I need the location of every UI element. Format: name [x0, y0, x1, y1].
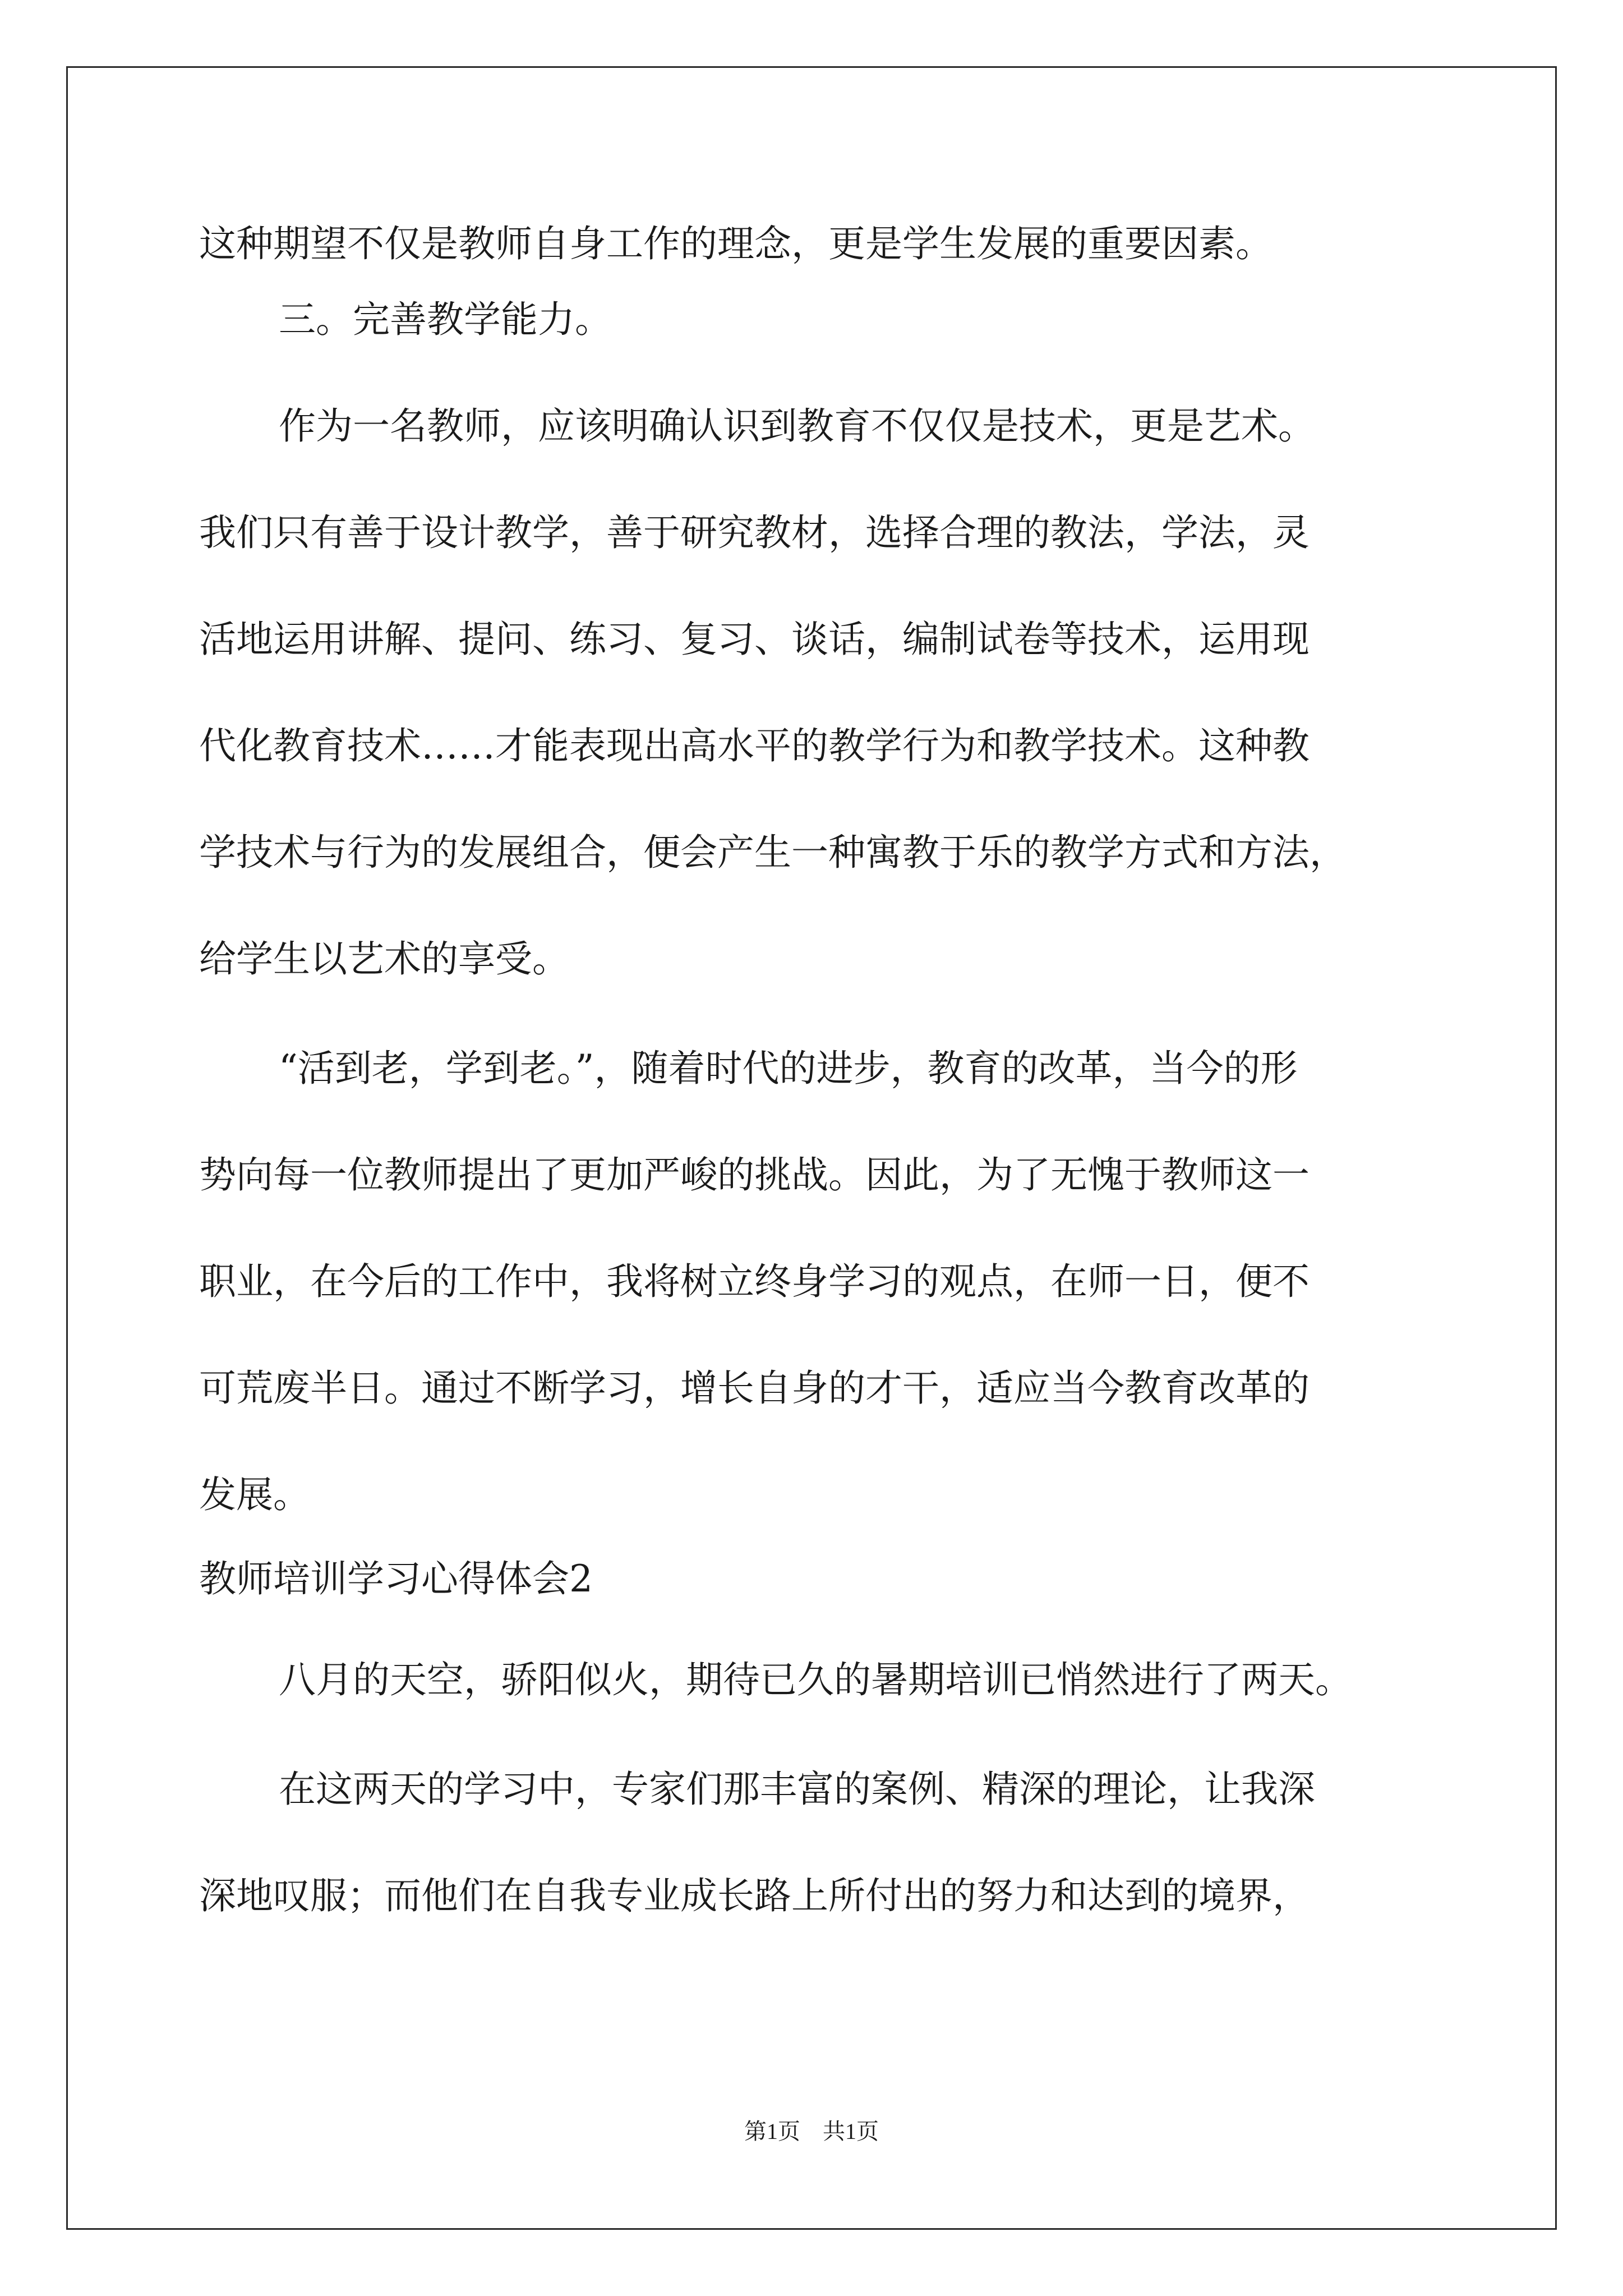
text-line: 深地叹服；而他们在自我专业成长路上所付出的努力和达到的境界，: [199, 1874, 1310, 1917]
text-line: 八月的天空，骄阳似火，期待已久的暑期培训已悄然进行了两天。: [279, 1658, 1352, 1701]
section-heading: 三。完善教学能力。: [279, 298, 612, 341]
text-line: “活到老，学到老。”，随着时代的进步，教育的改革，当今的形: [279, 1047, 1298, 1090]
text-line: 职业，在今后的工作中，我将树立终身学习的观点，在师一日，便不: [199, 1260, 1310, 1303]
text-line: 给学生以艺术的享受。: [199, 937, 569, 981]
text-line: 学技术与行为的发展组合，便会产生一种寓教于乐的教学方式和方法，: [199, 831, 1347, 874]
text-line: 势向每一位教师提出了更加严峻的挑战。因此，为了无愧于教师这一: [199, 1153, 1310, 1197]
article-title: 教师培训学习心得体会2: [199, 1557, 593, 1600]
text-line: 代化教育技术……才能表现出高水平的教学行为和教学技术。这种教: [199, 724, 1310, 767]
text-line: 发展。: [199, 1473, 310, 1516]
text-line: 我们只有善于设计教学，善于研究教材，选择合理的教法，学法，灵: [199, 511, 1310, 554]
page-footer: 第1页 共1页: [744, 2119, 879, 2144]
text-line: 可荒废半日。通过不断学习，增长自身的才干，适应当今教育改革的: [199, 1366, 1310, 1410]
text-line: 作为一名教师，应该明确认识到教育不仅仅是技术，更是艺术。: [279, 404, 1315, 448]
text-line: 这种期望不仅是教师自身工作的理念，更是学生发展的重要因素。: [199, 222, 1272, 265]
text-line: 在这两天的学习中，专家们那丰富的案例、精深的理论，让我深: [279, 1768, 1315, 1811]
text-line: 活地运用讲解、提问、练习、复习、谈话，编制试卷等技术，运用现: [199, 618, 1310, 661]
